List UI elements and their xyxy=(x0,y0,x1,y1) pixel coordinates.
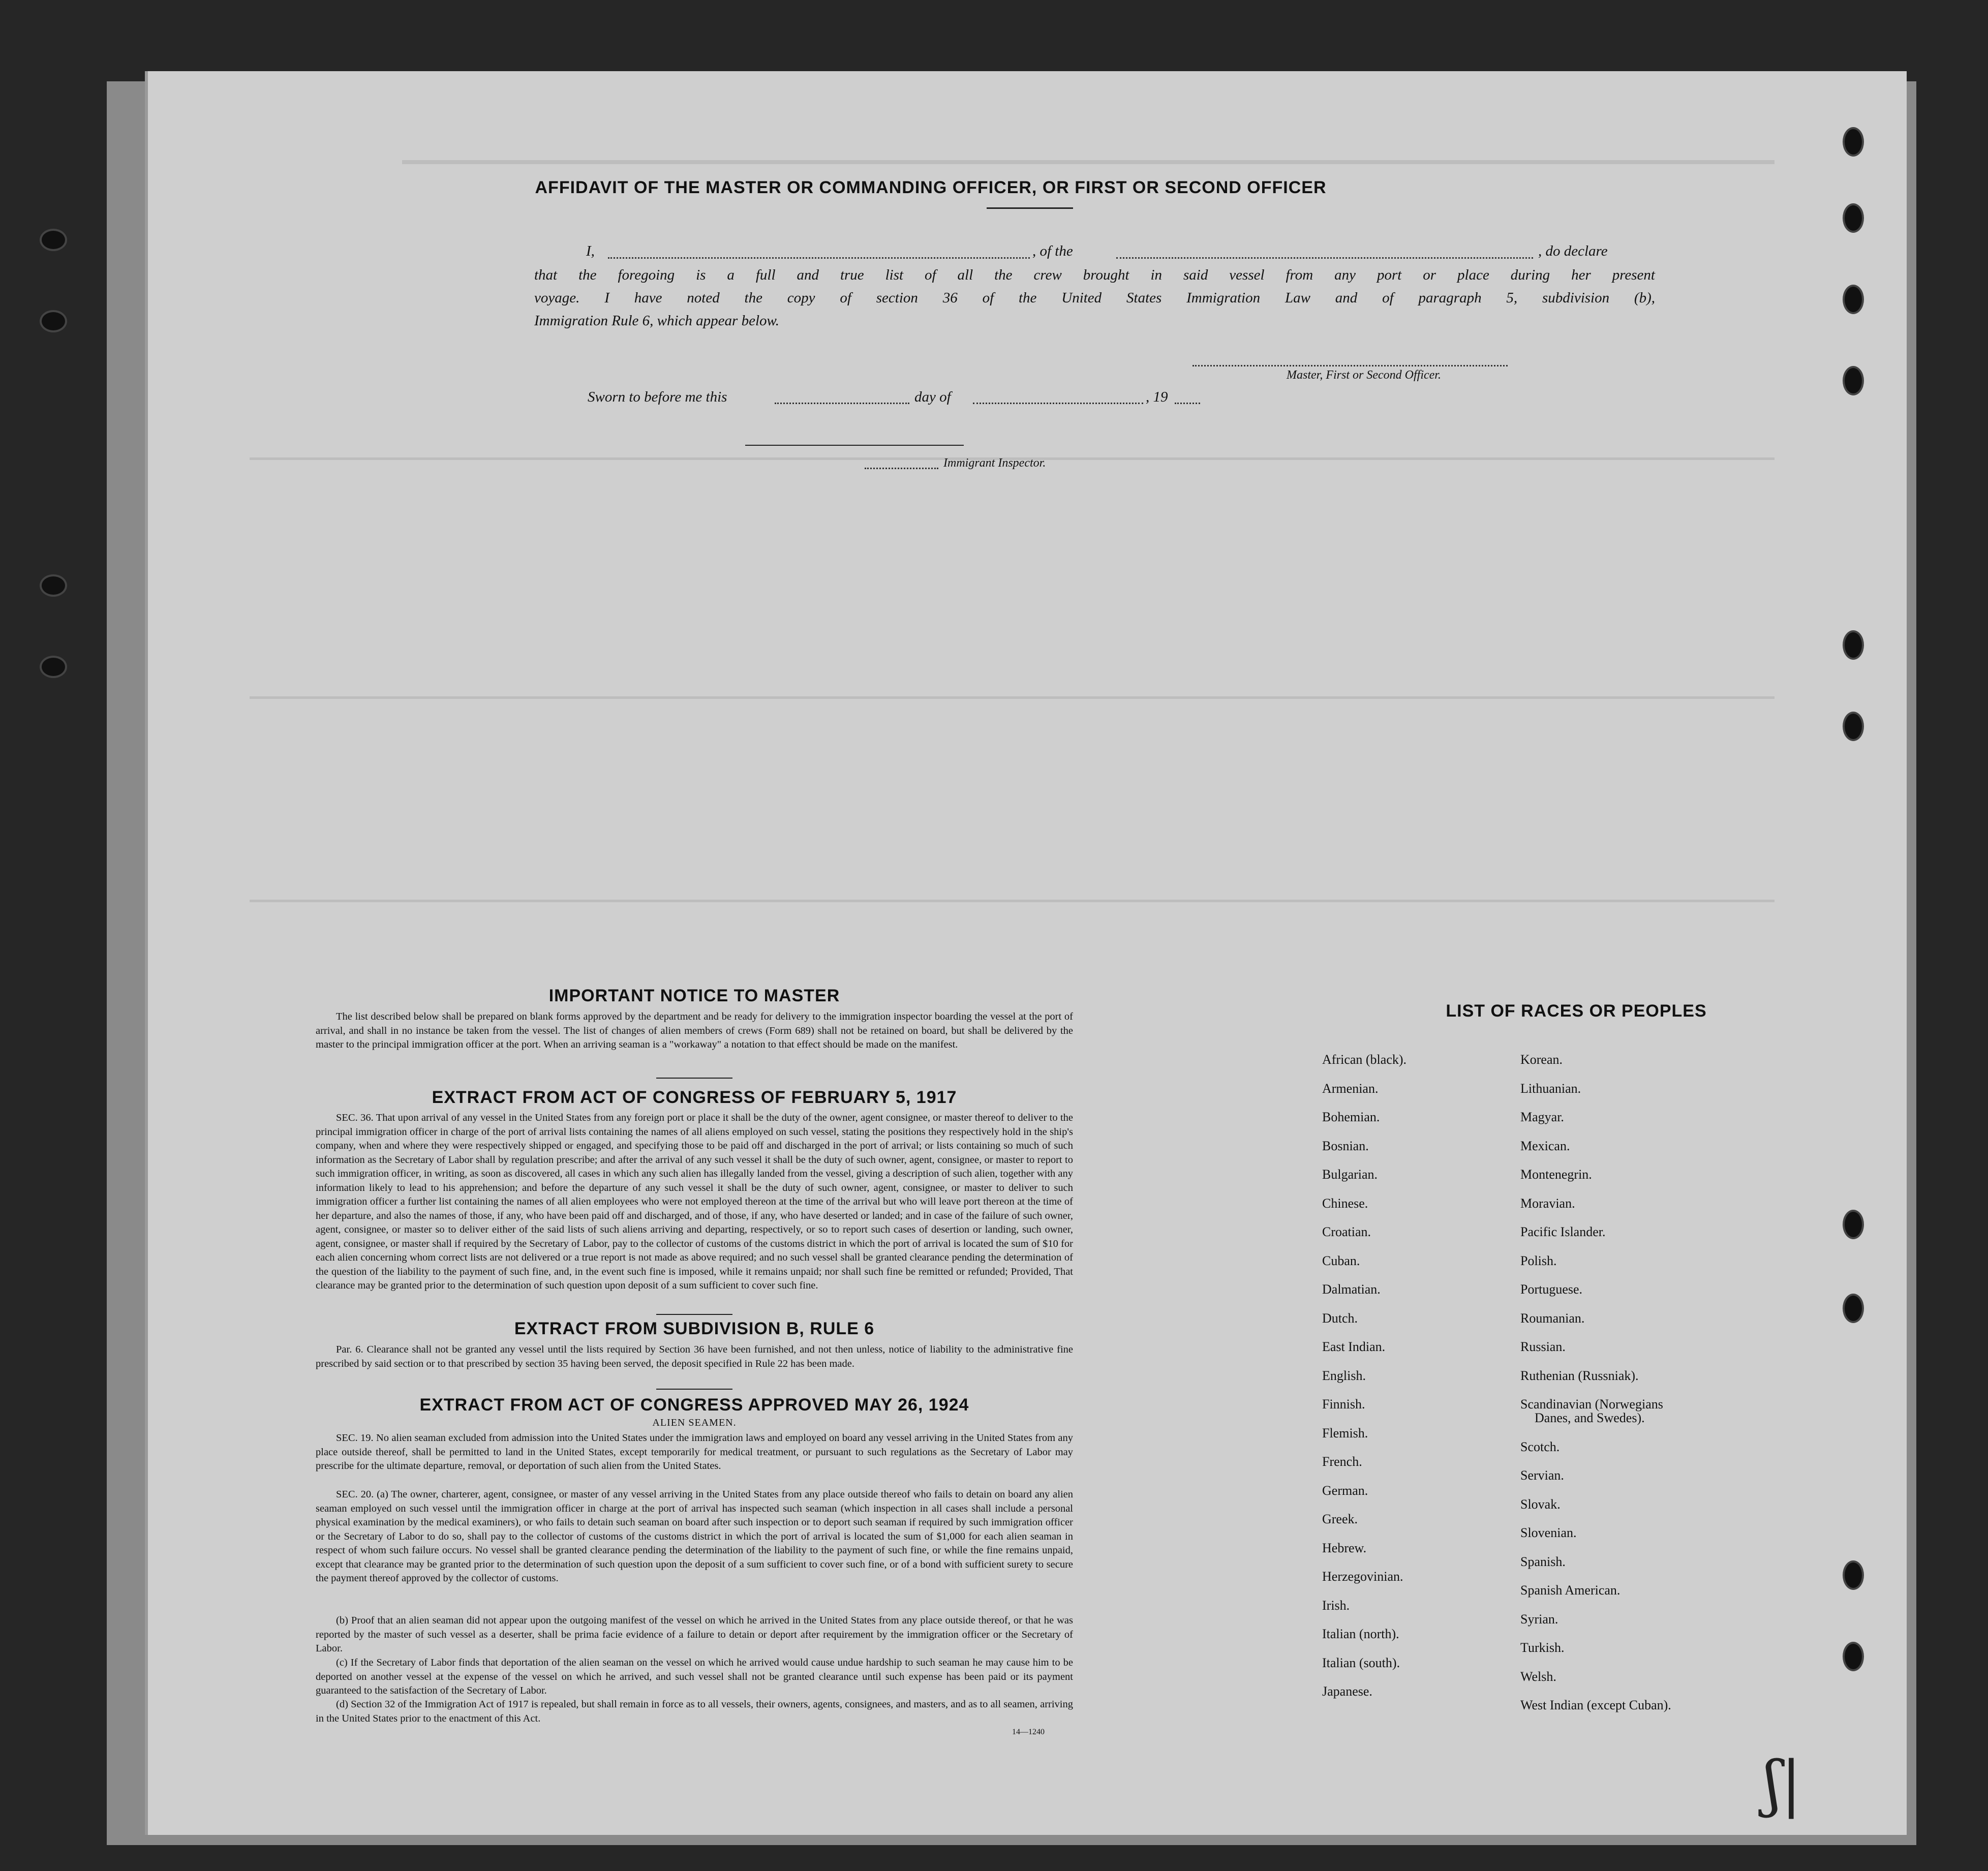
sworn-year-blank xyxy=(1175,403,1200,404)
race-item: Chinese. xyxy=(1322,1195,1368,1211)
extract-1917-text: SEC. 36. That upon arrival of any vessel in the United States from any foreign port or place it shall be the duty of the owner, agent consignee, or master thereof to deliver to the principal immigration officer in charge of the port of arrival lists containing the names of all aliens employed on such vessel, stating the positions they respectively hold in the ship's company, when and where they were respectively shipped or engaged, and specifying those to be paid off and discharged in the port of arrival; or lists containing so much of such information as the Secretary of Labor shall by regulation prescribe; and after the arrival of any such vessel it shall be the duty of such owner, agent, consignee, or master to report to such immigration officer, in writing, as soon as discovered, all cases in which any such alien has illegally landed from the vessel, giving a description of such alien, together with any information likely to lead to his apprehension; and before the departure of any such vessel it shall be the duty of such owner, agent, consignee, or master to deliver to such immigration officer a further list containing the names of all alien employees who were not employed thereon at the time of the arrival but who will leave port thereon at the time of her departure, and also the names of those, if any, who have been paid off and discharged, and of those, if any, who have deserted or landed; and in case of the failure of such owner, agent, consignee, or master so to deliver either of the said lists of such aliens arriving and departing, respectively, or so to report such cases of desertion or landing, such owner, agent, consignee, or master shall if required by the Secretary of Labor, pay to the collector of customs of the customs district in which the port of arrival is located the sum of $10 for each alien concerning whom correct lists are not delivered or a true report is not made as above required; and no such vessel shall be granted clearance pending the determination of the question of the liability to the payment of such fine, and, in the event such fine is imposed, while it remains unpaid; nor shall such fine be remitted or refunded; Provided, That clearance may be granted prior to the determination of such question upon deposit of a sum sufficient to cover such fine. xyxy=(316,1112,1073,1291)
race-item: West Indian (except Cuban). xyxy=(1520,1698,1671,1712)
race-item: Moravian. xyxy=(1520,1195,1575,1211)
inspector-dots xyxy=(865,468,938,469)
races-column-2 xyxy=(1520,1052,1805,1779)
bleed-through-header xyxy=(402,160,1775,164)
sec20b-text: (b) Proof that an alien seaman did not appear upon the outgoing manifest of the vessel on which he arrived in the United States from any place outside thereof, or that he was reported by the master of such vessel as a deserter, shall be prima facie evidence of a failure to detain or deport after requirement by the immigration officer or the Secretary of Labor. xyxy=(316,1615,1073,1654)
race-item: Slovak. xyxy=(1520,1496,1561,1512)
sec20d-text: (d) Section 32 of the Immigration Act of 1917 is repealed, but shall remain in force as to all vessels, their owners, agents, consignees, and masters, and as to all seamen, arriving in the United States prior to the enactment of this Act. xyxy=(316,1699,1073,1724)
race-item: Hebrew. xyxy=(1322,1540,1367,1555)
race-item: Herzegovinian. xyxy=(1322,1569,1403,1584)
notice-title: IMPORTANT NOTICE TO MASTER xyxy=(548,986,840,1005)
name-blank xyxy=(608,257,1030,259)
race-item: Spanish. xyxy=(1520,1554,1566,1569)
race-item: Mexican. xyxy=(1520,1138,1570,1153)
binder-hole xyxy=(1843,1642,1864,1671)
binder-hole xyxy=(1843,630,1864,660)
sworn-month-blank xyxy=(973,403,1143,404)
race-item: Dalmatian. xyxy=(1322,1282,1381,1297)
extract-1924-title: EXTRACT FROM ACT OF CONGRESS APPROVED MAY 26, 1924 xyxy=(419,1395,969,1415)
race-item: African (black). xyxy=(1322,1052,1407,1067)
binder-hole xyxy=(40,310,67,332)
notice-divider xyxy=(656,1078,732,1079)
race-item: Bohemian. xyxy=(1322,1110,1380,1124)
sworn-text: Sworn to before me this xyxy=(588,389,727,405)
rule6-text: Par. 6. Clearance shall not be granted any vessel until the lists required by Section 36 have been furnished, and not then unless, notice of liability to the administrative fine prescribed by said section or to that prescribed by section 35 having been served, the deposit specified in Rule 22 has been made. xyxy=(316,1344,1073,1369)
race-item: Flemish. xyxy=(1322,1425,1368,1440)
race-item: Bosnian. xyxy=(1322,1138,1369,1153)
form-number: 14—1240 xyxy=(1012,1728,1045,1736)
inspector-label: Immigrant Inspector. xyxy=(943,456,1046,470)
race-item: Cuban. xyxy=(1322,1253,1360,1268)
handwritten-mark: ʃ| xyxy=(1764,1749,1802,1819)
extract-1917-title: EXTRACT FROM ACT OF CONGRESS OF FEBRUARY 5, 1917 xyxy=(432,1088,957,1107)
race-item: Lithuanian. xyxy=(1520,1081,1581,1096)
bleed-through-row xyxy=(250,696,1775,699)
affidavit-declare: , do declare xyxy=(1538,243,1608,259)
race-item: Dutch. xyxy=(1322,1310,1358,1326)
race-item: Russian. xyxy=(1520,1339,1566,1354)
race-item: Slovenian. xyxy=(1520,1525,1577,1540)
affidavit-line4: Immigration Rule 6, which appear below. xyxy=(534,313,779,329)
race-item: Scotch. xyxy=(1520,1439,1560,1454)
rule6-divider xyxy=(656,1389,732,1390)
race-item: German. xyxy=(1322,1483,1368,1498)
race-item: Korean. xyxy=(1520,1052,1563,1067)
race-item: Magyar. xyxy=(1520,1110,1564,1124)
binder-hole xyxy=(40,656,67,678)
race-item: Servian. xyxy=(1520,1468,1564,1483)
race-item: Roumanian. xyxy=(1520,1310,1585,1326)
binder-hole xyxy=(1843,127,1864,157)
race-item: French. xyxy=(1322,1454,1362,1469)
race-item: Spanish American. xyxy=(1520,1583,1620,1598)
sec20c-text: (c) If the Secretary of Labor finds that deportation of the alien seaman on the vessel on which he arrived would cause undue hardship to such seaman he may cause him to be deported on another vessel at the expense of the vessel on which he arrived, and such vessel shall not be granted clearance until such expense has been paid or its payment guaranteed to the satisfaction of the Secretary of Labor. xyxy=(316,1657,1073,1696)
race-item: Japanese. xyxy=(1322,1684,1372,1699)
notice-text: The list described below shall be prepared on blank forms approved by the department and be ready for delivery to the immigration inspector boarding the vessel at the port of arrival, and shall in no instance be taken from the vessel. The list of changes of alien members of crews (Form 689) shall not be retained on board, but shall be delivered by the master to the principal immigration officer at the port. When an arriving seaman is a "workaway" a notation to that effect should be made on the manifest. xyxy=(316,1011,1073,1050)
race-item: Greek. xyxy=(1322,1512,1358,1526)
affidavit-line3: voyage. I have noted the copy of section 36 of the United States Immigration Law and of paragraph 5, subdivision (b), xyxy=(534,290,1655,306)
master-signature-label: Master, First or Second Officer. xyxy=(1287,369,1441,382)
binder-hole xyxy=(1843,1294,1864,1323)
binder-hole xyxy=(1843,285,1864,314)
race-item: Syrian. xyxy=(1520,1611,1558,1627)
race-item: Croatian. xyxy=(1322,1224,1371,1239)
binder-hole xyxy=(1843,1210,1864,1239)
affidavit-line2: that the foregoing is a full and true list of all the crew brought in said vessel from any port or place during her present xyxy=(534,267,1655,283)
master-signature-line xyxy=(1192,365,1508,366)
extract-1924-subtitle: ALIEN SEAMEN. xyxy=(652,1417,737,1428)
binder-hole xyxy=(1843,712,1864,741)
year-text: , 19 xyxy=(1146,389,1168,405)
sec19-text: SEC. 19. No alien seaman excluded from admission into the United States under the immigration laws and employed on board any vessel arriving in the United States from any place outside thereof, shall be permitted to land in the United States, except temporarily for medical treatment, or pursuant to such regulations as the Secretary of Labor may prescribe for the ultimate departure, removal, or deportation of such alien from the United States. xyxy=(316,1432,1073,1471)
affidavit-i: I, xyxy=(586,243,595,259)
race-item: Italian (south). xyxy=(1322,1655,1400,1670)
race-item: Irish. xyxy=(1322,1598,1350,1613)
rule6-title: EXTRACT FROM SUBDIVISION B, RULE 6 xyxy=(514,1319,875,1338)
races-title: LIST OF RACES OR PEOPLES xyxy=(1446,1001,1707,1021)
bleed-through-row xyxy=(250,900,1775,902)
document-page xyxy=(145,71,1907,1835)
race-item: Italian (north). xyxy=(1322,1627,1399,1641)
affidavit-title: AFFIDAVIT OF THE MASTER OR COMMANDING OFFICER, OR FIRST OR SECOND OFFICER xyxy=(535,178,1327,197)
binder-hole xyxy=(40,574,67,597)
binder-hole xyxy=(1843,1560,1864,1590)
affidavit-of-the: , of the xyxy=(1032,243,1073,259)
title-divider xyxy=(987,207,1073,209)
race-item: Portuguese. xyxy=(1520,1282,1583,1297)
sec20a-text: SEC. 20. (a) The owner, charterer, agent, consignee, or master of any vessel arriving in the United States from any place outside thereof who fails to detain on board any alien seaman employed on such vessel until the immigration officer in charge at the port of arrival has inspected such seaman (which inspection in all cases shall include a personal physical examination by the medical examiners), or who fails to detain such seaman on board after such inspection or to deport such seaman if required by such immigration officer or the Secretary of Labor to do so, shall pay to the collector of customs of the customs district in which the port of arrival is located the sum of $1,000 for each alien seaman in respect of whom such failure occurs. No vessel shall be granted clearance pending the determination of the liability to the payment of such fine, or while the fine remains unpaid, except that clearance may be granted prior to the determination of such question upon the deposit of a sum sufficient to cover such fine, or of a bond with sufficient surety to secure the payment thereof approved by the collector of customs. xyxy=(316,1489,1073,1584)
race-item: Polish. xyxy=(1520,1253,1557,1268)
day-of-text: day of xyxy=(914,389,951,405)
race-item: Welsh. xyxy=(1520,1669,1556,1684)
race-item: Scandinavian (Norwegians xyxy=(1520,1397,1663,1412)
race-item: Montenegrin. xyxy=(1520,1167,1592,1182)
race-item: Pacific Islander. xyxy=(1520,1224,1606,1239)
binder-hole xyxy=(1843,366,1864,395)
race-item: English. xyxy=(1322,1368,1366,1383)
races-column-1 xyxy=(1322,1052,1546,1779)
race-item: Turkish. xyxy=(1520,1640,1565,1655)
race-item: East Indian. xyxy=(1322,1339,1386,1354)
sworn-day-blank xyxy=(775,403,909,404)
race-item: Armenian. xyxy=(1322,1081,1379,1096)
binder-hole xyxy=(40,229,67,251)
vessel-blank xyxy=(1116,257,1533,259)
race-item: Danes, and Swedes). xyxy=(1535,1410,1645,1425)
race-item: Ruthenian (Russniak). xyxy=(1520,1368,1639,1383)
inspector-signature-line xyxy=(745,445,964,446)
binder-hole xyxy=(1843,203,1864,233)
race-item: Finnish. xyxy=(1322,1397,1365,1412)
extract-1917-divider xyxy=(656,1314,732,1315)
race-item: Bulgarian. xyxy=(1322,1167,1378,1182)
